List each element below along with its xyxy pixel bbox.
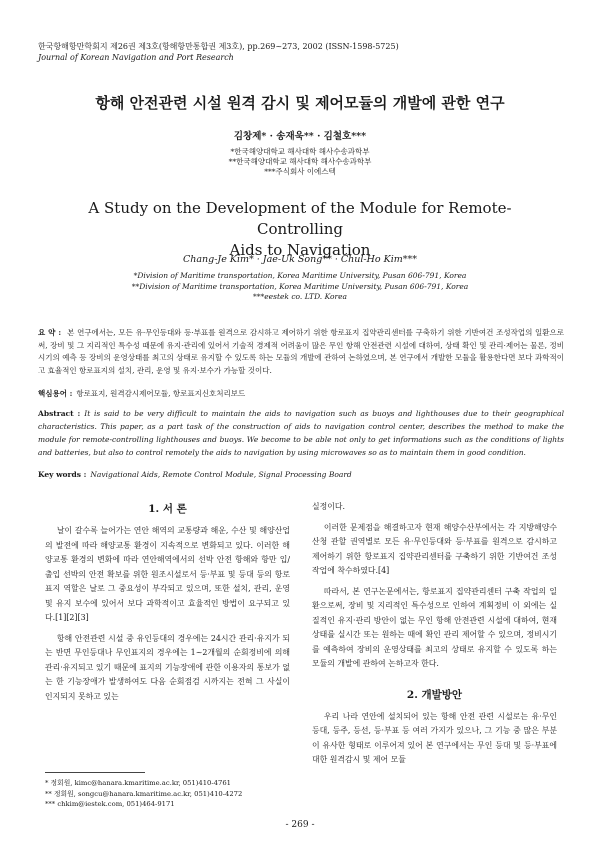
- affiliations-korean: [0, 147, 600, 177]
- title-korean: 항해 안전관련 시설 원격 감시 및 제어모듈의 개발에 관한 연구: [95, 94, 505, 112]
- abstract-english-label: Abstract :: [38, 409, 81, 418]
- journal-citation: 한국항해항만학회지 제26권 제3호(항해항만통합권 제3호), pp.269~273, 2002 (ISSN-1598-5725): [38, 42, 399, 51]
- abstract-korean: [38, 327, 564, 377]
- title-english-line-1: A Study on the Development of the Module for Remote-Controlling: [88, 199, 512, 238]
- body-paragraph: 항해 안전관련 시설 중 유인등대의 경우에는 24시간 관리·유지가 되는 반면 무인등대나 무인표지의 경우에는 1~2개월의 순회정비에 의해 관리·유지되고 있기 때문에 표지의 기능장애에 관한 이용자의 통보가 없는 한 기능장애가 발생하여도 다음 순회점검 시까지는 전혀 그 사실이 인지되지 못하고 있는: [45, 633, 290, 701]
- affiliations-english: [0, 271, 600, 303]
- body-column-left: [45, 500, 290, 710]
- body-paragraph: 우리 나라 연안에 설치되어 있는 항해 안전 관련 시설로는 유·무인 등대, 등주, 등선, 등·부표 등 여러 가지가 있으나, 그 기능 중 많은 부분이 유사한 형태로 이루어져 있어 본 연구에서는 무인 등대 및 등·부표에 대한 원격감시 및 제어 모듈: [312, 711, 557, 764]
- authors-korean: 김창제* · 송재욱** · 김철호***: [233, 131, 367, 142]
- body-column-right: [312, 500, 557, 774]
- keywords-korean: [38, 388, 564, 399]
- body-paragraph: 이러한 문제점을 해결하고자 현재 해양수산부에서는 각 지방해양수산청 관할 권역별로 모든 유·무인등대와 등·부표를 원격으로 감시하고 제어하기 위한 항로표지 집약관리센터를 구축하기 위한 기반여건 조성작업에 착수하였다.[4]: [312, 522, 557, 575]
- footnote-1: * 정회원, kimc@hanara.kmaritime.ac.kr, 051)410-4761: [45, 779, 231, 787]
- section-heading-development: 2. 개발방안: [406, 688, 463, 701]
- affiliation-en-3: ***eestek co. LTD. Korea: [252, 292, 347, 301]
- keywords-korean-label: 핵심용어 :: [38, 389, 73, 398]
- keywords-english-label: Key words :: [38, 470, 87, 479]
- abstract-english-text: It is said to be very difficult to maintain the aids to navigation such as buoys and lighthouses due to their geographical characteristics. This paper, as a part task of the construction of aids to navigation control center, describes the method to make the module for remote-controlling lighthouses and buoys. We become to be able not only to get informations such as the conditions of lights and batteries, but also to control remotely the aids to navigation by using microwaves so as to maintain them in good condition.: [38, 409, 564, 457]
- keywords-english-text: Navigational Aids, Remote Control Module, Signal Processing Board: [90, 470, 352, 479]
- section-heading-introduction: 1. 서 론: [148, 503, 187, 515]
- footnotes: [45, 778, 290, 810]
- affiliation-en-1: *Division of Maritime transportation, Korea Maritime University, Pusan 606-791, Korea: [133, 271, 467, 280]
- affiliation-ko-1: *한국해양대학교 해사대학 해사수송과학부: [230, 147, 370, 156]
- keywords-english: [38, 470, 564, 479]
- body-paragraph: 날이 갈수록 늘어가는 연안 해역의 교통량과 해운, 수산 및 해양산업의 발전에 따라 해양교통 환경이 지속적으로 변화되고 있다. 이러한 해양교통 환경의 변화에 따라 연안해역에서의 선박 안전 항해와 항만 입/출입 선박의 안전 확보를 위한 원조시설로서 등·부표 및 등대 등의 항로표지 역할은 날로 그 중요성이 부각되고 있으며, 또한 설치, 관리, 운영 및 유지 보수에 있어서 보다 과학적이고 효율적인 방법이 요구되고 있다.[1][2][3]: [45, 526, 290, 622]
- keywords-korean-text: 항로표지, 원격감시제어모듈, 항로표지신호처리보드: [76, 389, 246, 398]
- title-english: [60, 198, 540, 261]
- abstract-korean-text: 본 연구에서는, 모든 유·무인등대와 등·부표를 원격으로 감시하고 제어하기 위한 항로표지 집약관리센터를 구축하기 위한 기반여건 조성작업의 일환으로써, 장비 및 그 지리적인 특수성 때문에 유지·관리에 있어서 기술적 경제적 어려움이 많은 무인 항해 안전관련 시설에 대하여, 상태 확인 및 관리·제어는 물론, 정비시기의 예측 등 장비의 운영상태를 최고의 상태로 유지할 수 있도록 하는 모듈의 개발에 관하여 논하였으며, 본 연구에서 개발한 모듈을 활용한다면 보다 과학적이고 효율적인 항로표지의 설치, 관리, 운영 및 유지·보수가 가능할 것이다.: [38, 328, 564, 375]
- affiliation-ko-2: **한국해양대학교 해사대학 해사수송과학부: [228, 157, 372, 166]
- title-english-line-2: Aids to Navigation: [229, 241, 371, 259]
- footnote-3: *** chkim@iestek.com, 051)464-9171: [45, 800, 175, 808]
- journal-english-name: Journal of Korean Navigation and Port Research: [38, 53, 234, 62]
- body-paragraph: 실정이다.: [312, 502, 345, 511]
- page-number: - 269 -: [285, 820, 315, 830]
- abstract-english: [38, 407, 564, 459]
- footnote-2: ** 정회원, songcu@hanara.kmaritime.ac.kr, 051)410-4272: [45, 789, 243, 798]
- affiliation-en-2: **Division of Maritime transportation, Korea Maritime University, Pusan 606-791, Korea: [131, 281, 469, 291]
- body-paragraph: 따라서, 본 연구논문에서는, 항로표지 집약관리센터 구축 작업의 일환으로써, 장비 및 지리적인 특수성으로 인하여 계획정비 이 외에는 실질적인 유지·관리 방안이 없는 무인 항해 안전관련 시설에 대하여, 현재 상태를 실시간 또는 원하는 때에 확인 관리 제어할 수 있으며, 정비시기를 예측하여 장비의 운영상태를 최고의 상태로 유지할 수 있도록 하는 모듈의 개발에 관하여 논하고자 한다.: [312, 586, 557, 668]
- affiliation-ko-3: ***주식회사 이에스텍: [264, 167, 336, 176]
- authors-english: Chang-Je Kim* · Jae-Uk Song** · Chul-Ho Kim***: [182, 254, 418, 265]
- footnote-divider: [45, 772, 145, 773]
- abstract-korean-label: 요 약 :: [38, 328, 62, 337]
